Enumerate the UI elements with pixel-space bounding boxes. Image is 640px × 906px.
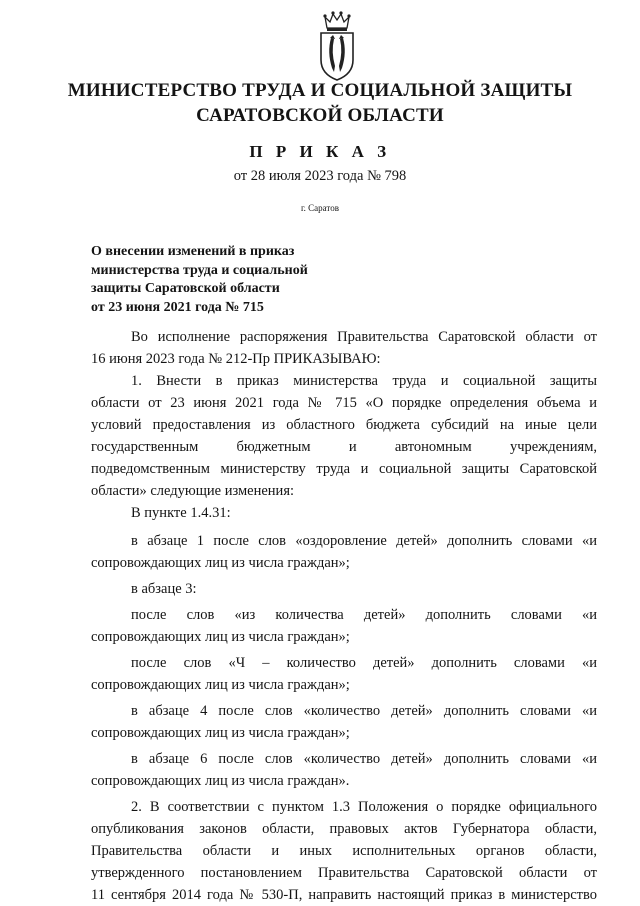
body-line: Правительства области и иных исполнительных органов области, (91, 843, 597, 859)
order-subject (91, 243, 391, 317)
order-body (91, 326, 597, 906)
body-line: опубликования законов области, правовых актов Губернатора области, (91, 821, 597, 837)
order-city: г. Саратов (301, 203, 339, 213)
body-line: в абзаце 3: (131, 581, 197, 597)
body-line: сопровождающих лиц из числа граждан»; (91, 725, 350, 741)
body-line: подведомственным министерству труда и социальной защиты Саратовской (91, 461, 597, 477)
body-line: 1. Внести в приказ министерства труда и социальной защиты (131, 373, 597, 389)
body-line: в абзаце 6 после слов «количество детей» дополнить словами «и (131, 751, 597, 767)
subject-line: от 23 июня 2021 года № 715 (91, 299, 264, 315)
body-line: сопровождающих лиц из числа граждан»; (91, 629, 350, 645)
body-line: в абзаце 4 после слов «количество детей» дополнить словами «и (131, 703, 597, 719)
ministry-name-line2: САРАТОВСКОЙ ОБЛАСТИ (196, 105, 444, 126)
subject-line: защиты Саратовской области (91, 281, 280, 296)
body-line: сопровождающих лиц из числа граждан». (91, 773, 350, 789)
body-line: 11 сентября 2014 года № 530-П, направить настоящий приказ в министерство (91, 887, 597, 903)
body-line: после слов «из количества детей» дополнить словами «и (131, 607, 597, 623)
body-line: государственным бюджетным и автономным учреждениям, (91, 439, 597, 455)
body-line: области» следующие изменения: (91, 483, 295, 499)
body-line: 16 июня 2023 года № 212-Пр ПРИКАЗЫВАЮ: (91, 351, 381, 367)
body-line: области от 23 июня 2021 года № 715 «О порядке определения объема и (91, 395, 597, 411)
body-line: сопровождающих лиц из числа граждан»; (91, 677, 350, 693)
subject-line: министерства труда и социальной (91, 262, 308, 278)
ministry-name-line1: МИНИСТЕРСТВО ТРУДА И СОЦИАЛЬНОЙ ЗАЩИТЫ (67, 80, 573, 101)
subject-line: О внесении изменений в приказ (91, 244, 295, 259)
body-line: 2. В соответствии с пунктом 1.3 Положения о порядке официального (131, 799, 597, 815)
order-date-number: от 28 июля 2023 года № 798 (233, 168, 407, 184)
body-line: в абзаце 1 после слов «оздоровление детей» дополнить словами «и (131, 533, 597, 549)
body-line: утвержденного постановлением Правительства Саратовской области от (91, 865, 597, 881)
body-line: сопровождающих лиц из числа граждан»; (91, 555, 350, 571)
coat-of-arms-icon (313, 8, 361, 82)
body-line: В пункте 1.4.31: (131, 505, 231, 521)
body-line: после слов «Ч – количество детей» дополнить словами «и (131, 655, 597, 671)
body-line: Во исполнение распоряжения Правительства Саратовской области от (131, 329, 597, 345)
body-line: условий предоставления из областного бюджета субсидий на иные цели (91, 417, 597, 433)
order-title: П Р И К А З (249, 142, 391, 161)
